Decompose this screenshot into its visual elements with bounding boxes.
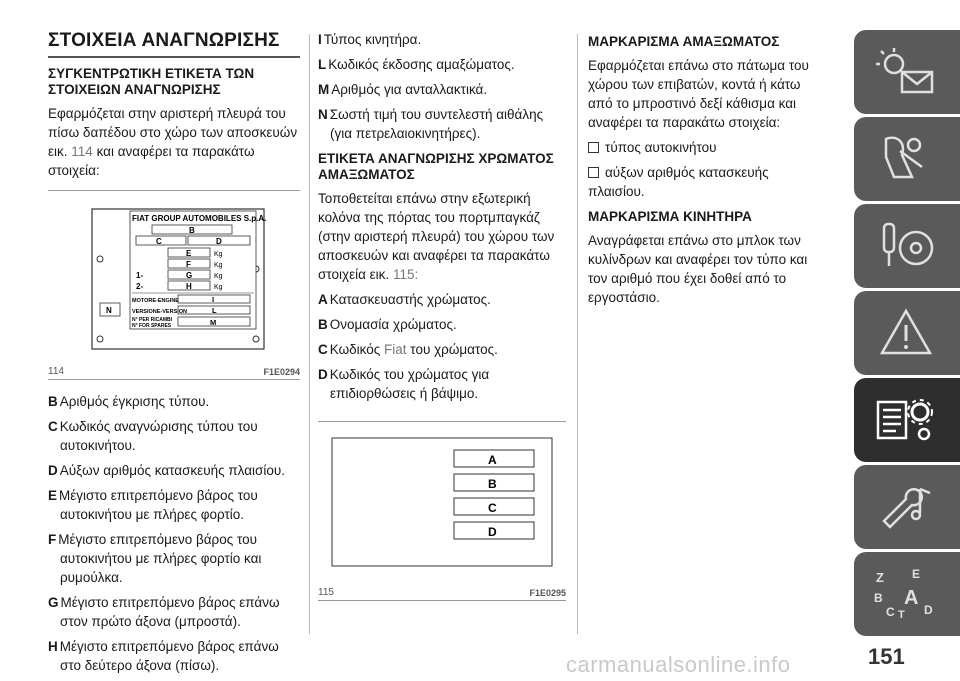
tab-technical-data[interactable] (854, 378, 960, 462)
figure-115 (318, 421, 566, 601)
alphabet-index-icon (872, 566, 942, 622)
color-field-a: A (488, 453, 497, 467)
list-item: C Κωδικός Fiat του χρώματος. (318, 342, 498, 357)
figure-114 (48, 190, 300, 380)
figure-code: F1E0294 (263, 367, 300, 377)
wrench-music-icon (872, 479, 942, 535)
color-label-intro: Τοποθετείται επάνω στην εξωτερική κολόνα της πόρτας του πορτμπαγκάζ (στην αριστερή πλευρά) του χώρου των αποσκευών και αναφέρει τα παρακάτω στοιχεία εικ. 115: (318, 191, 555, 282)
color-field-d: D (488, 525, 497, 539)
label-kg-h: Kg (214, 284, 223, 291)
list-item: H Μέγιστο επιτρεπόμενο βάρος επάνω στο δεύτερο άξονα (πίσω). (48, 639, 279, 673)
label-field-f: F (186, 260, 191, 269)
tab-safety[interactable] (854, 117, 960, 201)
label-field-c: C (156, 237, 162, 246)
list-item: F Μέγιστο επιτρεπόμενο βάρος του αυτοκινήτου με πλήρες φορτίο και ρυμούλκα. (48, 532, 262, 585)
label-kg-f: Kg (214, 262, 223, 269)
document-gear-icon (872, 392, 942, 448)
label-field-n: N (106, 306, 112, 315)
figure-number: 114 (48, 366, 64, 377)
list-item: B Ονομασία χρώματος. (318, 317, 457, 332)
index-letter-c: C (886, 605, 895, 619)
color-field-b: B (488, 477, 497, 491)
label-field-d: D (216, 237, 222, 246)
car-dashboard-icon (872, 44, 942, 100)
list-item: C Κωδικός αναγνώρισης τύπου του αυτοκινήτου. (48, 419, 258, 453)
figure-number: 115 (318, 587, 334, 598)
label-field-l: L (212, 306, 217, 315)
engine-marking-text: Αναγράφεται επάνω στο μπλοκ των κυλίνδρων και αναφέρει τον τύπο και τον αριθμό που έχει δοθεί από το εργοστάσιο. (588, 233, 808, 305)
label-field-b: B (189, 226, 195, 235)
label-definitions-list (48, 392, 300, 675)
key-steering-icon (872, 218, 942, 274)
label-spares-en: N° FOR SPARES (132, 323, 172, 329)
summary-label-intro: Εφαρμόζεται στην αριστερή πλευρά του πίσω δαπέδου στο χώρο των αποσκευών εικ. 114 και αναφέρει τα παρακάτω στοιχεία: (48, 106, 298, 178)
checklist-tail: πλαισίου. (588, 184, 645, 199)
airbag-seat-icon (872, 131, 942, 187)
index-letter-e: E (912, 567, 921, 581)
checkbox-bullet-icon (588, 167, 599, 178)
list-item: B Αριθμός έγκρισης τύπου. (48, 394, 210, 409)
label-version: VERSIONE-VERSION (132, 309, 188, 315)
label-field-i: I (212, 295, 215, 304)
list-item: L Κωδικός έκδοσης αμαξώματος. (318, 57, 515, 72)
figure-caption (318, 587, 566, 601)
label-field-m: M (210, 318, 217, 327)
column-divider (577, 34, 578, 634)
list-item: I Τύπος κινητήρα. (318, 32, 422, 47)
column-divider (309, 34, 310, 634)
label-field-h: H (186, 282, 192, 291)
page-title: ΣΤΟΙΧΕΙΑ ΑΝΑΓΝΩΡΙΣΗΣ (48, 30, 300, 58)
label-kg-e: Kg (214, 251, 223, 258)
body-marking-text: Εφαρμόζεται επάνω στο πάτωμα του χώρου των επιβατών, κοντά ή κάτω από το μπροστινό δεξί κάθισμα και αναφέρει τα παρακάτω στοιχεία: (588, 58, 809, 130)
list-item: G Μέγιστο επιτρεπόμενο βάρος επάνω στον πρώτο άξονα (μπροστά). (48, 595, 280, 629)
list-item: E Μέγιστο επιτρεπόμενο βάρος του αυτοκινήτου με πλήρες φορτίο. (48, 488, 258, 522)
tab-index[interactable] (854, 552, 960, 636)
section-heading-color-label: ΕΤΙΚΕΤΑ ΑΝΑΓΝΩΡΙΣΗΣ ΧΡΩΜΑΤΟΣ ΑΜΑΞΩΜΑΤΟΣ (318, 151, 554, 182)
column-left (48, 30, 300, 681)
section-heading-body-marking: ΜΑΡΚΑΡΙΣΜΑ ΑΜΑΞΩΜΑΤΟΣ (588, 34, 780, 49)
index-letter-a: A (904, 587, 919, 609)
page-number: 151 (868, 644, 905, 669)
section-heading-engine-marking: ΜΑΡΚΑΡΙΣΜΑ ΚΙΝΗΤΗΡΑ (588, 209, 752, 224)
tab-multimedia[interactable] (854, 465, 960, 549)
index-letter-b: B (874, 591, 883, 605)
label-kg-g: Kg (214, 273, 223, 280)
figure-code: F1E0295 (529, 588, 566, 598)
index-letter-d: D (924, 603, 933, 617)
section-heading-summary-label: ΣΥΓΚΕΝΤΡΩΤΙΚΗ ΕΤΙΚΕΤΑ ΤΩΝ ΣΤΟΙΧΕΙΩΝ ΑΝΑΓΝΩΡΙΣΗΣ (48, 66, 255, 97)
label-motor-engine: MOTORE-ENGINE (132, 298, 179, 304)
column-middle (318, 30, 566, 613)
checkbox-bullet-icon (588, 142, 599, 153)
color-field-c: C (488, 501, 497, 515)
index-letter-t: T (898, 609, 905, 621)
list-item: N Σωστή τιμή του συντελεστή αιθάλης (για πετρελαιοκινητήρες). (318, 107, 544, 141)
chapter-tabs (854, 30, 960, 639)
figure-ref-115: 115: (392, 267, 419, 282)
label-row-1: 1- (136, 271, 144, 280)
fiat-ref: Fiat (384, 342, 407, 357)
label-field-e: E (186, 249, 192, 258)
list-item: τύπος αυτοκινήτου (588, 138, 828, 157)
list-item: D Αύξων αριθμός κατασκευής πλαισίου. (48, 463, 285, 478)
warning-triangle-icon (872, 305, 942, 361)
tab-emergency[interactable] (854, 291, 960, 375)
label-spares-it: N° PER RICAMBI (132, 317, 173, 323)
figure-ref-114: 114 (71, 144, 93, 159)
label-field-g: G (186, 271, 193, 280)
identification-label-drawing (48, 191, 300, 361)
list-item: αύξων αριθμός κατασκευής (588, 163, 828, 182)
label-row-2: 2- (136, 282, 144, 291)
list-item: A Κατασκευαστής χρώματος. (318, 292, 491, 307)
tab-dashboard[interactable] (854, 30, 960, 114)
watermark: carmanualsonline.info (566, 652, 791, 677)
index-letter-z: Z (876, 570, 884, 585)
figure-caption (48, 366, 300, 380)
color-label-drawing (318, 422, 566, 582)
list-item: D Κωδικός του χρώματος για επιδιορθώσεις ή βάψιμο. (318, 367, 490, 401)
label-header-text: FIAT GROUP AUTOMOBILES S.p.A. (132, 214, 267, 223)
column-right (588, 30, 828, 313)
tab-starting-driving[interactable] (854, 204, 960, 288)
list-item: M Αριθμός για ανταλλακτικά. (318, 82, 488, 97)
